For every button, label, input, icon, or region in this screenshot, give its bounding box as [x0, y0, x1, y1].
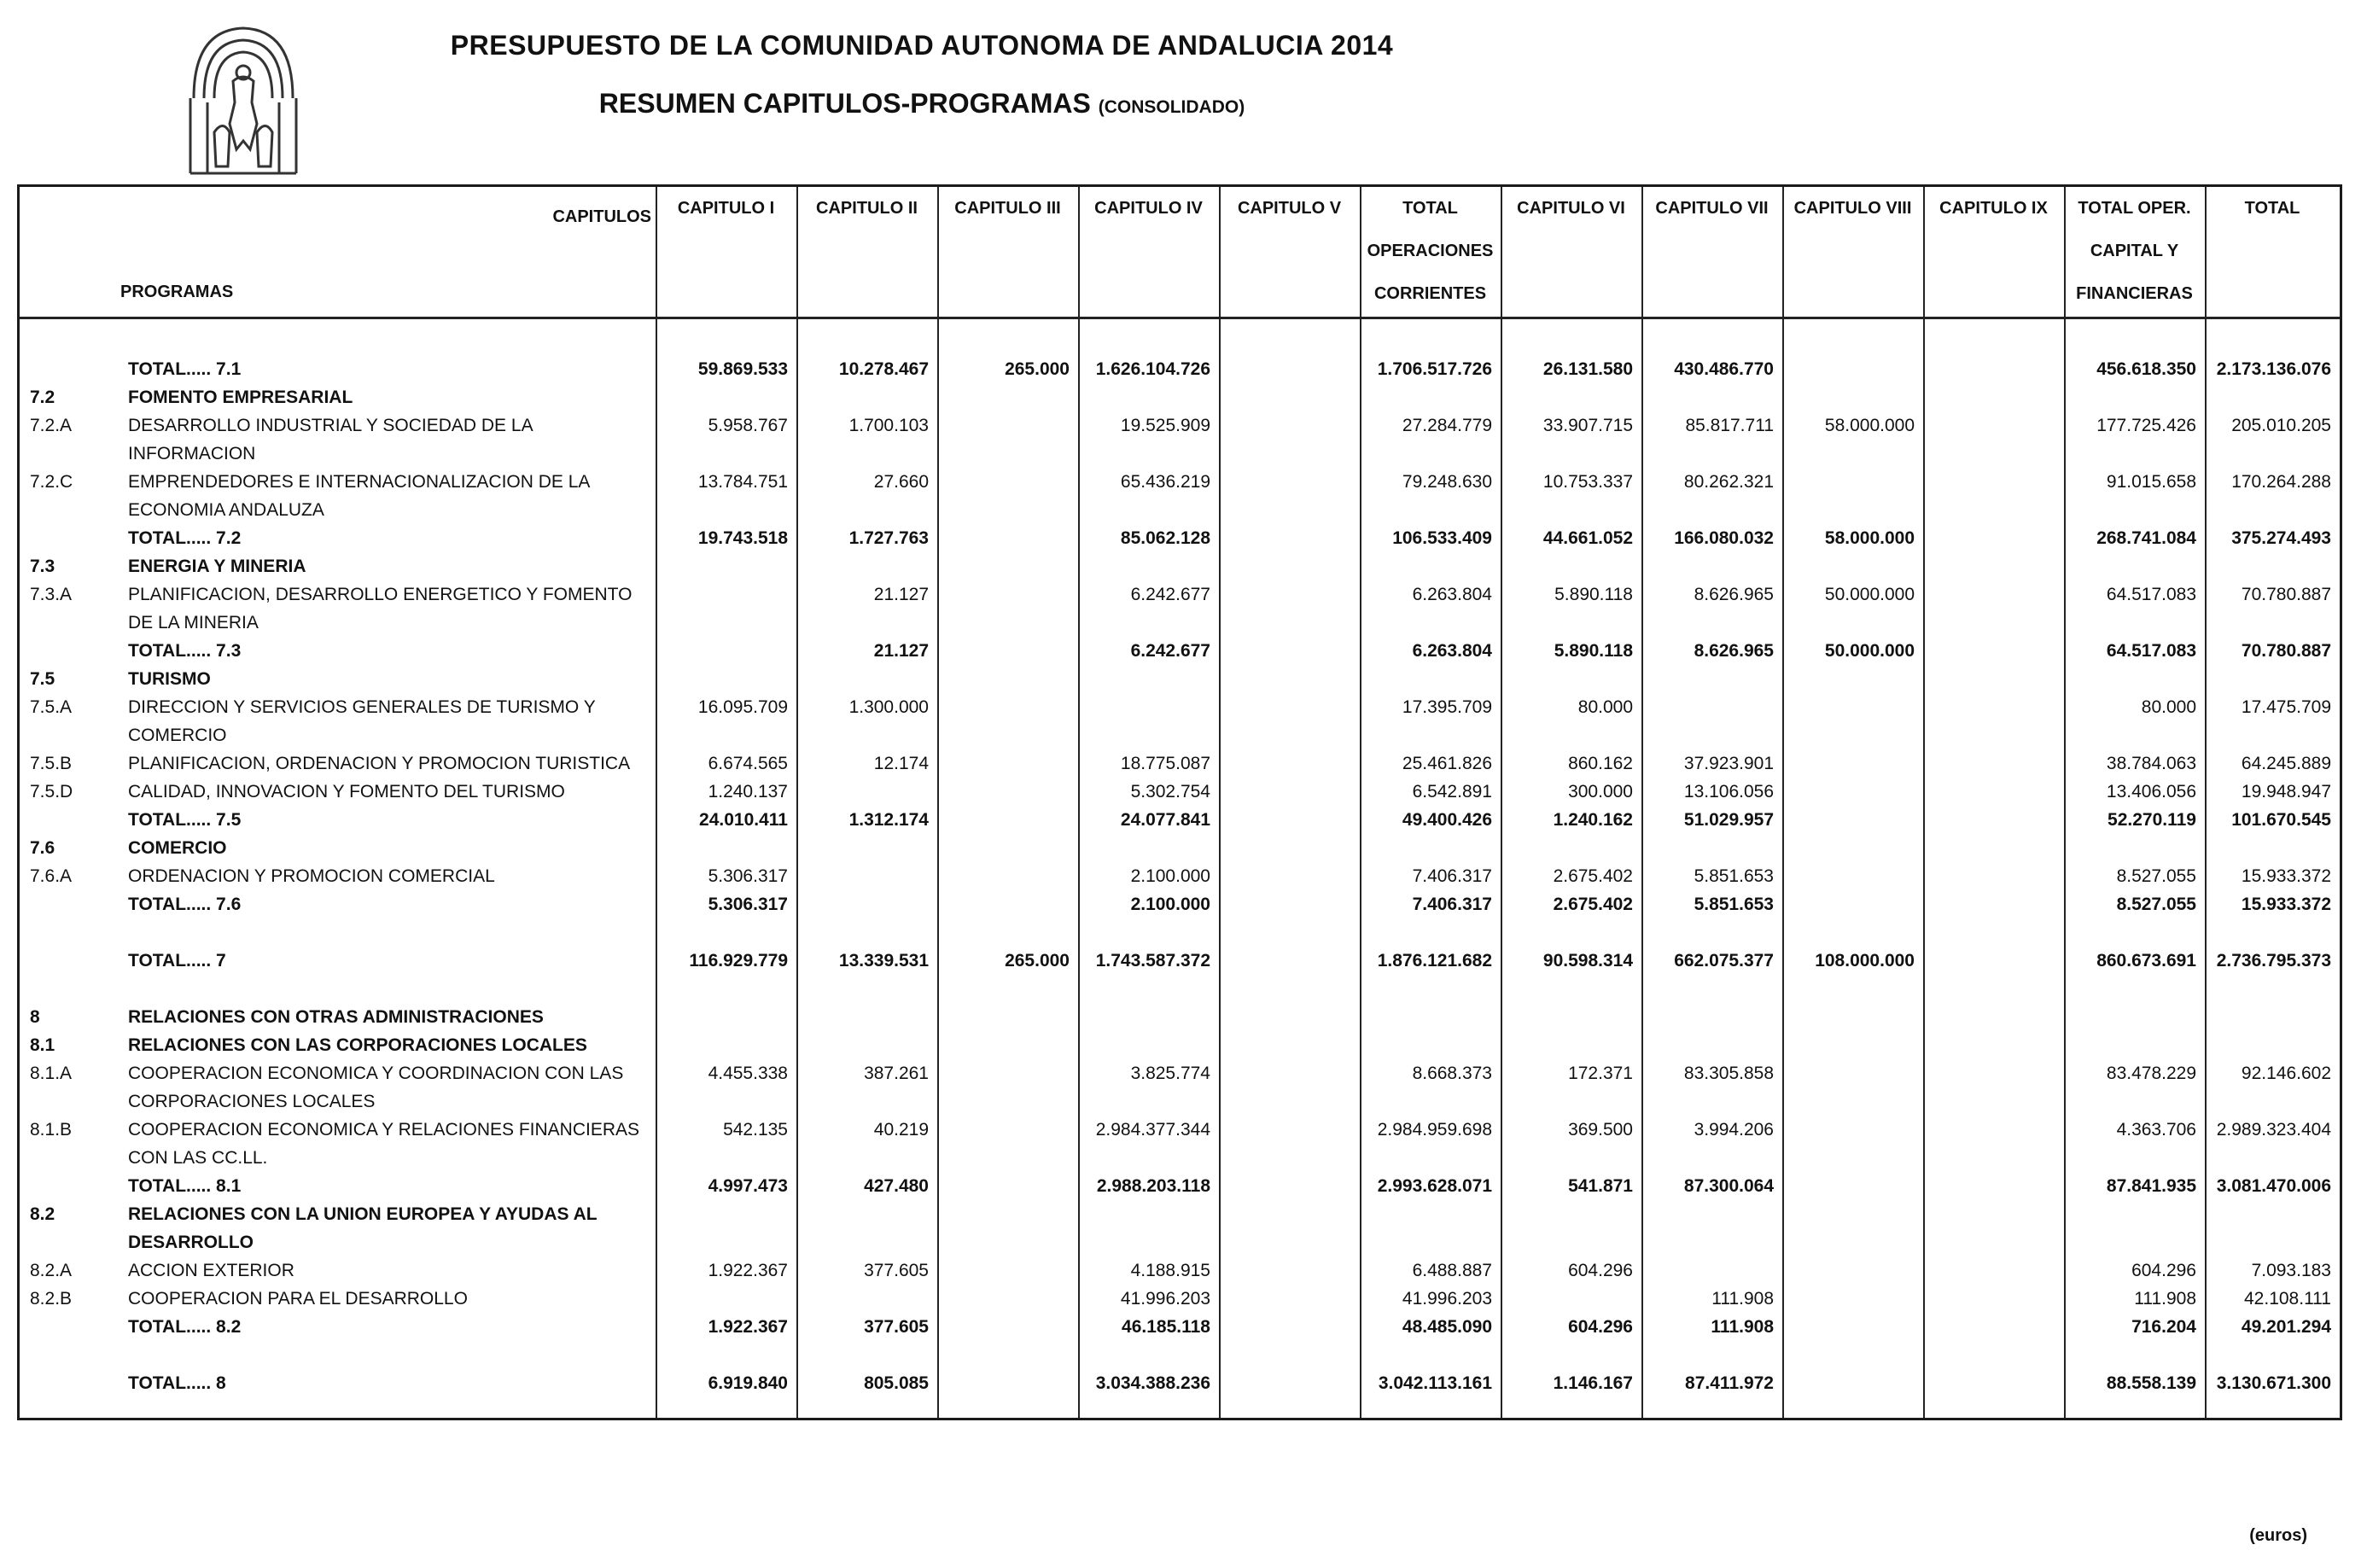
value-cell: 106.533.409 — [1392, 528, 1492, 548]
value-cell: 5.851.653 — [1694, 895, 1774, 914]
subtitle-text: RESUMEN CAPITULOS-PROGRAMAS — [598, 88, 1091, 119]
table-row — [20, 1116, 2340, 1144]
value-cell: 2.675.402 — [1553, 866, 1633, 886]
value-cell: 83.305.858 — [1683, 1064, 1774, 1083]
value-cell: 18.775.087 — [1120, 754, 1210, 773]
table-row — [20, 834, 2340, 862]
program-name: CON LAS CC.LL. — [128, 1148, 268, 1168]
value-cell: 1.743.587.372 — [1095, 951, 1210, 971]
value-cell: 2.993.628.071 — [1377, 1176, 1492, 1196]
value-cell: 6.674.565 — [708, 754, 788, 773]
value-cell: 50.000.000 — [1824, 641, 1915, 661]
value-cell: 92.146.602 — [2241, 1064, 2331, 1083]
value-cell: 166.080.032 — [1674, 528, 1774, 548]
value-cell: 5.851.653 — [1694, 866, 1774, 886]
column-header: CAPITULO VII — [1655, 199, 1769, 218]
program-name: TOTAL..... 7.1 — [128, 359, 242, 379]
value-cell: 5.890.118 — [1554, 641, 1633, 661]
column-header: CAPITULO I — [677, 199, 775, 218]
value-cell: 268.741.084 — [2096, 528, 2196, 548]
column-header: CAPITULO II — [816, 199, 918, 218]
value-cell: 170.264.288 — [2231, 472, 2331, 492]
value-cell: 5.302.754 — [1130, 782, 1210, 801]
value-cell: 1.626.104.726 — [1095, 359, 1210, 379]
program-name: PLANIFICACION, DESARROLLO ENERGETICO Y FOMENTO — [128, 585, 633, 604]
table-row — [20, 1031, 2340, 1059]
value-cell: 3.081.470.006 — [2216, 1176, 2331, 1196]
program-name: TOTAL..... 7.3 — [128, 641, 242, 661]
program-code: 8 — [30, 1007, 40, 1027]
header-divider — [20, 317, 2340, 319]
value-cell: 41.996.203 — [1120, 1289, 1210, 1309]
value-cell: 21.127 — [873, 641, 929, 661]
value-cell: 10.753.337 — [1542, 472, 1633, 492]
program-name: ECONOMIA ANDALUZA — [128, 500, 324, 520]
value-cell: 64.245.889 — [2241, 754, 2331, 773]
table-row — [20, 665, 2340, 693]
value-cell: 2.736.795.373 — [2216, 951, 2331, 971]
value-cell: 7.093.183 — [2251, 1261, 2331, 1280]
table-row — [20, 1059, 2340, 1087]
page-title: PRESUPUESTO DE LA COMUNIDAD AUTONOMA DE ANDALUCIA 2014 — [450, 30, 1394, 61]
program-name: RELACIONES CON LA UNION EUROPEA Y AYUDAS AL — [128, 1204, 598, 1224]
value-cell: 101.670.545 — [2231, 810, 2331, 830]
value-cell: 860.673.691 — [2096, 951, 2196, 971]
program-name: COOPERACION ECONOMICA Y COORDINACION CON LAS — [128, 1064, 624, 1083]
table-row — [20, 862, 2340, 890]
value-cell: 91.015.658 — [2106, 472, 2196, 492]
table-row — [20, 1003, 2340, 1031]
program-code: 8.1.A — [30, 1064, 73, 1083]
value-cell: 6.488.887 — [1412, 1261, 1492, 1280]
value-cell: 6.242.677 — [1130, 641, 1210, 661]
value-cell: 111.908 — [1711, 1289, 1774, 1309]
value-cell: 369.500 — [1568, 1120, 1633, 1140]
value-cell: 5.890.118 — [1554, 585, 1633, 604]
value-cell: 19.525.909 — [1120, 416, 1210, 435]
value-cell: 5.306.317 — [708, 895, 788, 914]
value-cell: 3.994.206 — [1694, 1120, 1774, 1140]
value-cell: 6.263.804 — [1412, 585, 1492, 604]
subtitle-note: (CONSOLIDADO) — [1098, 97, 1245, 117]
program-name: TOTAL..... 7.2 — [128, 528, 242, 548]
value-cell: 87.300.064 — [1683, 1176, 1774, 1196]
value-cell: 860.162 — [1568, 754, 1633, 773]
program-name: ENERGIA Y MINERIA — [128, 557, 306, 576]
value-cell: 4.997.473 — [708, 1176, 788, 1196]
currency-unit-note: (euros) — [2249, 1526, 2307, 1545]
column-header: CORRIENTES — [1373, 284, 1487, 303]
value-cell: 3.034.388.236 — [1095, 1373, 1210, 1393]
value-cell: 172.371 — [1568, 1064, 1633, 1083]
value-cell: 5.306.317 — [708, 866, 788, 886]
value-cell: 33.907.715 — [1542, 416, 1633, 435]
value-cell: 4.363.706 — [2116, 1120, 2196, 1140]
value-cell: 52.270.119 — [2108, 810, 2196, 830]
program-code: 8.1 — [30, 1035, 55, 1055]
program-code: 7.5.B — [30, 754, 73, 773]
value-cell: 541.871 — [1568, 1176, 1633, 1196]
value-cell: 2.989.323.404 — [2216, 1120, 2331, 1140]
value-cell: 1.922.367 — [708, 1261, 788, 1280]
value-cell: 70.780.887 — [2241, 641, 2331, 661]
value-cell: 64.517.083 — [2106, 585, 2196, 604]
value-cell: 604.296 — [1568, 1261, 1633, 1280]
value-cell: 64.517.083 — [2106, 641, 2196, 661]
program-name: CALIDAD, INNOVACION Y FOMENTO DEL TURISMO — [128, 782, 565, 801]
column-header: CAPITULO V — [1237, 199, 1342, 218]
table-row — [20, 440, 2340, 468]
value-cell: 8.527.055 — [2116, 895, 2196, 914]
column-header: CAPITULO IX — [1939, 199, 2048, 218]
program-code: 8.1.B — [30, 1120, 73, 1140]
value-cell: 116.929.779 — [689, 951, 788, 971]
column-header: TOTAL — [2244, 199, 2300, 218]
value-cell: 1.700.103 — [848, 416, 929, 435]
program-name: TOTAL..... 7.6 — [128, 895, 242, 914]
value-cell: 1.300.000 — [848, 697, 929, 717]
value-cell: 1.240.162 — [1553, 810, 1633, 830]
value-cell: 205.010.205 — [2231, 416, 2331, 435]
value-cell: 604.296 — [2131, 1261, 2196, 1280]
value-cell: 49.400.426 — [1402, 810, 1492, 830]
table-row — [20, 609, 2340, 637]
value-cell: 70.780.887 — [2241, 585, 2331, 604]
value-cell: 58.000.000 — [1824, 528, 1915, 548]
column-header: CAPITAL Y — [2090, 242, 2179, 260]
value-cell: 17.475.709 — [2241, 697, 2331, 717]
program-name: DIRECCION Y SERVICIOS GENERALES DE TURISMO Y — [128, 697, 596, 717]
value-cell: 1.727.763 — [848, 528, 929, 548]
value-cell: 85.062.128 — [1120, 528, 1210, 548]
programas-label: PROGRAMAS — [120, 283, 234, 301]
value-cell: 27.284.779 — [1402, 416, 1492, 435]
program-code: 7.6.A — [30, 866, 73, 886]
program-code: 7.6 — [30, 838, 55, 858]
value-cell: 8.626.965 — [1694, 585, 1774, 604]
value-cell: 2.675.402 — [1553, 895, 1633, 914]
program-name: DESARROLLO INDUSTRIAL Y SOCIEDAD DE LA — [128, 416, 533, 435]
value-cell: 15.933.372 — [2241, 895, 2331, 914]
value-cell: 80.000 — [2141, 697, 2196, 717]
value-cell: 17.395.709 — [1402, 697, 1492, 717]
budget-table — [17, 184, 2342, 1420]
value-cell: 13.106.056 — [1683, 782, 1774, 801]
table-row — [20, 1087, 2340, 1116]
value-cell: 300.000 — [1568, 782, 1633, 801]
value-cell: 2.100.000 — [1130, 866, 1210, 886]
value-cell: 377.605 — [864, 1317, 929, 1337]
value-cell: 49.201.294 — [2241, 1317, 2331, 1337]
table-row — [20, 806, 2340, 834]
program-code: 7.3 — [30, 557, 55, 576]
table-row — [20, 749, 2340, 778]
value-cell: 25.461.826 — [1402, 754, 1492, 773]
table-row — [20, 524, 2340, 552]
table-row — [20, 355, 2340, 383]
column-header: OPERACIONES — [1367, 242, 1494, 260]
value-cell: 2.100.000 — [1130, 895, 1210, 914]
value-cell: 6.919.840 — [708, 1373, 788, 1393]
table-row — [20, 411, 2340, 440]
value-cell: 1.146.167 — [1553, 1373, 1633, 1393]
value-cell: 87.411.972 — [1685, 1373, 1774, 1393]
program-name: FOMENTO EMPRESARIAL — [128, 388, 353, 407]
value-cell: 19.948.947 — [2241, 782, 2331, 801]
value-cell: 7.406.317 — [1412, 866, 1492, 886]
value-cell: 456.618.350 — [2096, 359, 2196, 379]
value-cell: 111.908 — [1711, 1317, 1774, 1337]
table-row — [20, 778, 2340, 806]
value-cell: 13.339.531 — [838, 951, 929, 971]
value-cell: 805.085 — [864, 1373, 929, 1393]
value-cell: 108.000.000 — [1815, 951, 1915, 971]
value-cell: 51.029.957 — [1683, 810, 1774, 830]
table-row — [20, 1313, 2340, 1341]
table-row — [20, 580, 2340, 609]
table-row — [20, 1144, 2340, 1172]
program-name: COMERCIO — [128, 838, 227, 858]
program-name: EMPRENDEDORES E INTERNACIONALIZACION DE LA — [128, 472, 591, 492]
value-cell: 41.996.203 — [1402, 1289, 1492, 1309]
column-header: FINANCIERAS — [2076, 284, 2193, 303]
column-header: CAPITULO IV — [1094, 199, 1203, 218]
table-row — [20, 1200, 2340, 1228]
table-row — [20, 468, 2340, 496]
value-cell: 5.958.767 — [708, 416, 788, 435]
value-cell: 3.130.671.300 — [2216, 1373, 2331, 1393]
value-cell: 80.262.321 — [1683, 472, 1774, 492]
value-cell: 85.817.711 — [1685, 416, 1774, 435]
table-row — [20, 890, 2340, 918]
value-cell: 27.660 — [873, 472, 929, 492]
program-code: 7.5.D — [30, 782, 73, 801]
table-row — [20, 1285, 2340, 1313]
value-cell: 2.984.959.698 — [1377, 1120, 1492, 1140]
table-row — [20, 1369, 2340, 1397]
table-row — [20, 1172, 2340, 1200]
value-cell: 430.486.770 — [1674, 359, 1774, 379]
program-name: COOPERACION PARA EL DESARROLLO — [128, 1289, 468, 1309]
value-cell: 12.174 — [873, 754, 929, 773]
table-row — [20, 552, 2340, 580]
value-cell: 2.173.136.076 — [2216, 359, 2331, 379]
program-name: RELACIONES CON OTRAS ADMINISTRACIONES — [128, 1007, 544, 1027]
value-cell: 6.263.804 — [1412, 641, 1492, 661]
value-cell: 16.095.709 — [697, 697, 788, 717]
table-row — [20, 1228, 2340, 1256]
table-row — [20, 637, 2340, 665]
value-cell: 8.527.055 — [2116, 866, 2196, 886]
program-name: TOTAL..... 8 — [128, 1373, 226, 1393]
value-cell: 1.240.137 — [708, 782, 788, 801]
program-name: PLANIFICACION, ORDENACION Y PROMOCION TURISTICA — [128, 754, 631, 773]
value-cell: 8.626.965 — [1694, 641, 1774, 661]
table-row — [20, 693, 2340, 721]
column-header: CAPITULO VIII — [1793, 199, 1912, 218]
value-cell: 21.127 — [873, 585, 929, 604]
table-row — [20, 721, 2340, 749]
program-name: COOPERACION ECONOMICA Y RELACIONES FINANCIERAS — [128, 1120, 640, 1140]
program-name: TURISMO — [128, 669, 211, 689]
column-header: TOTAL — [1402, 199, 1458, 218]
value-cell: 1.312.174 — [848, 810, 929, 830]
value-cell: 15.933.372 — [2241, 866, 2331, 886]
program-name: TOTAL..... 7.5 — [128, 810, 242, 830]
value-cell: 90.598.314 — [1542, 951, 1633, 971]
column-header: CAPITULO III — [954, 199, 1061, 218]
value-cell: 265.000 — [1005, 951, 1070, 971]
program-code: 7.2.C — [30, 472, 73, 492]
value-cell: 46.185.118 — [1122, 1317, 1210, 1337]
capitulos-label: CAPITULOS — [552, 207, 651, 226]
program-name: TOTAL..... 8.1 — [128, 1176, 242, 1196]
program-code: 7.5.A — [30, 697, 73, 717]
value-cell: 44.661.052 — [1542, 528, 1633, 548]
value-cell: 24.077.841 — [1120, 810, 1210, 830]
program-code: 8.2 — [30, 1204, 55, 1224]
program-name: INFORMACION — [128, 444, 256, 463]
value-cell: 375.274.493 — [2231, 528, 2331, 548]
program-code: 7.3.A — [30, 585, 73, 604]
value-cell: 2.984.377.344 — [1095, 1120, 1210, 1140]
value-cell: 604.296 — [1568, 1317, 1633, 1337]
value-cell: 1.706.517.726 — [1377, 359, 1492, 379]
program-code: 8.2.A — [30, 1261, 73, 1280]
program-name: TOTAL..... 8.2 — [128, 1317, 242, 1337]
value-cell: 427.480 — [864, 1176, 929, 1196]
value-cell: 87.841.935 — [2106, 1176, 2196, 1196]
table-row — [20, 947, 2340, 975]
value-cell: 10.278.467 — [838, 359, 929, 379]
value-cell: 6.242.677 — [1130, 585, 1210, 604]
value-cell: 1.922.367 — [708, 1317, 788, 1337]
value-cell: 387.261 — [864, 1064, 929, 1083]
value-cell: 13.406.056 — [2106, 782, 2196, 801]
value-cell: 37.923.901 — [1683, 754, 1774, 773]
value-cell: 4.455.338 — [708, 1064, 788, 1083]
value-cell: 13.784.751 — [697, 472, 788, 492]
value-cell: 79.248.630 — [1402, 472, 1492, 492]
table-row — [20, 496, 2340, 524]
value-cell: 111.908 — [2134, 1289, 2196, 1309]
program-name: DE LA MINERIA — [128, 613, 259, 632]
value-cell: 265.000 — [1005, 359, 1070, 379]
program-name: RELACIONES CON LAS CORPORACIONES LOCALES — [128, 1035, 587, 1055]
value-cell: 2.988.203.118 — [1096, 1176, 1210, 1196]
value-cell: 26.131.580 — [1542, 359, 1633, 379]
table-row — [20, 383, 2340, 411]
value-cell: 6.542.891 — [1412, 782, 1492, 801]
program-name: CORPORACIONES LOCALES — [128, 1092, 376, 1111]
value-cell: 1.876.121.682 — [1377, 951, 1492, 971]
value-cell: 65.436.219 — [1120, 472, 1210, 492]
value-cell: 377.605 — [864, 1261, 929, 1280]
program-name: TOTAL..... 7 — [128, 951, 226, 971]
value-cell: 7.406.317 — [1412, 895, 1492, 914]
program-code: 8.2.B — [30, 1289, 73, 1309]
program-name: COMERCIO — [128, 726, 227, 745]
value-cell: 59.869.533 — [697, 359, 788, 379]
program-code: 7.5 — [30, 669, 55, 689]
table-row — [20, 1256, 2340, 1285]
program-code: 7.2 — [30, 388, 55, 407]
value-cell: 542.135 — [723, 1120, 788, 1140]
program-code: 7.2.A — [30, 416, 73, 435]
column-header: CAPITULO VI — [1517, 199, 1625, 218]
value-cell: 662.075.377 — [1674, 951, 1774, 971]
value-cell: 4.188.915 — [1130, 1261, 1210, 1280]
value-cell: 8.668.373 — [1412, 1064, 1492, 1083]
value-cell: 83.478.229 — [2106, 1064, 2196, 1083]
value-cell: 80.000 — [1577, 697, 1633, 717]
column-header: TOTAL OPER. — [2078, 199, 2191, 218]
value-cell: 40.219 — [873, 1120, 929, 1140]
value-cell: 58.000.000 — [1824, 416, 1915, 435]
program-name: ORDENACION Y PROMOCION COMERCIAL — [128, 866, 495, 886]
value-cell: 50.000.000 — [1824, 585, 1915, 604]
value-cell: 38.784.063 — [2106, 754, 2196, 773]
value-cell: 3.042.113.161 — [1378, 1373, 1492, 1393]
page-subtitle — [0, 88, 1844, 119]
value-cell: 48.485.090 — [1402, 1317, 1492, 1337]
value-cell: 88.558.139 — [2106, 1373, 2196, 1393]
value-cell: 24.010.411 — [699, 810, 788, 830]
value-cell: 19.743.518 — [697, 528, 788, 548]
value-cell: 42.108.111 — [2244, 1289, 2331, 1309]
value-cell: 716.204 — [2131, 1317, 2196, 1337]
value-cell: 177.725.426 — [2096, 416, 2196, 435]
value-cell: 3.825.774 — [1130, 1064, 1210, 1083]
program-name: ACCION EXTERIOR — [128, 1261, 294, 1280]
program-name: DESARROLLO — [128, 1233, 254, 1252]
